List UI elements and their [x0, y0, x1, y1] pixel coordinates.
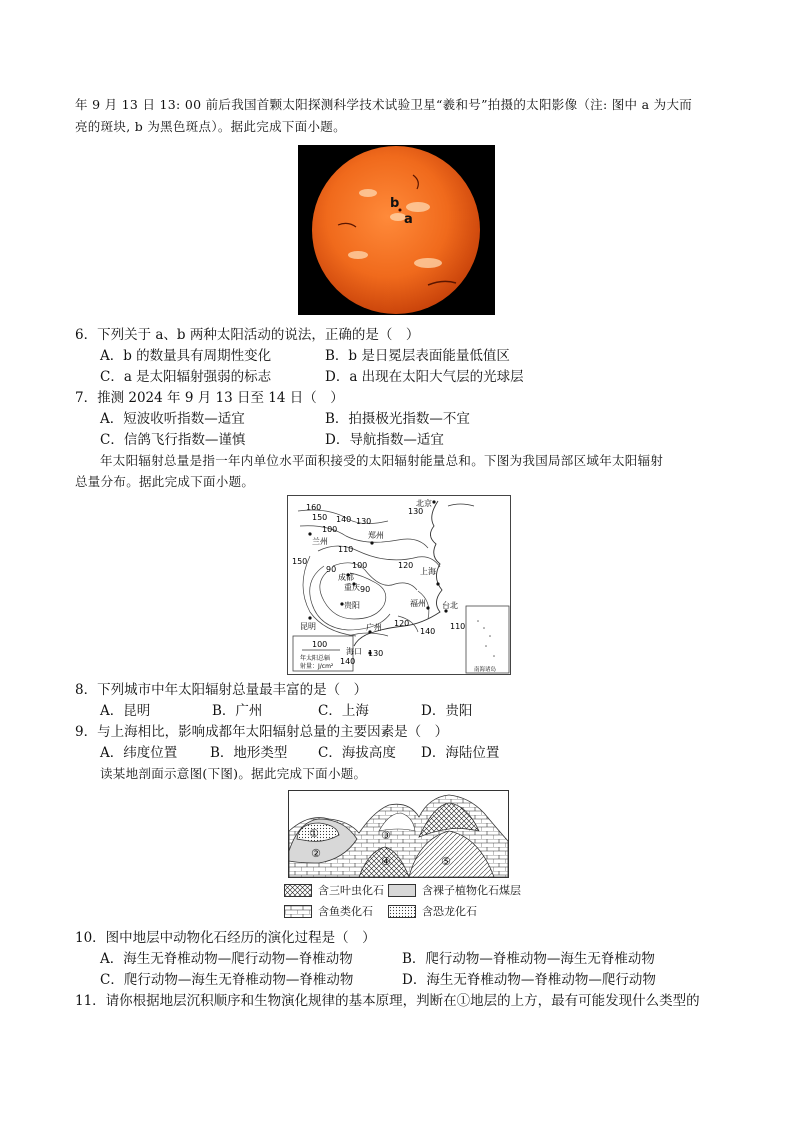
legend-label: 含鱼类化石 [318, 905, 373, 918]
q10-option-d[interactable]: D．海生无脊椎动物—脊椎动物—爬行动物 [402, 972, 656, 988]
city-chongqing: 重庆 [344, 583, 360, 592]
intro-2-line-2: 总量分布。据此完成下面小题。 [75, 474, 255, 489]
isoline-label: 90 [360, 585, 371, 594]
isoline-label: 100 [352, 561, 368, 570]
q8-stem: 8．下列城市中年太阳辐射总量最丰富的是（ ） [75, 682, 368, 698]
sun-label-b: b [390, 196, 400, 211]
isoline-label: 160 [306, 503, 322, 512]
sun-image [298, 145, 495, 315]
isoline-label: 140 [336, 515, 352, 524]
map-legend-line-2: 射量：J/cm² [300, 663, 334, 670]
legend-label: 含恐龙化石 [422, 905, 477, 918]
city-haikou: 海口 [346, 647, 362, 656]
q10-option-a[interactable]: A．海生无脊椎动物—爬行动物—脊椎动物 [100, 951, 353, 967]
legend-label: 含三叶虫化石 [318, 884, 384, 897]
isoline-label: 90 [326, 565, 337, 574]
q6-option-d[interactable]: D．a 出现在太阳大气层的光球层 [325, 369, 524, 385]
isoline-label: 150 [292, 557, 308, 566]
q6-option-a[interactable]: A．b 的数量具有周期性变化 [100, 348, 272, 364]
isoline-label: 110 [450, 622, 466, 631]
legend-label: 含裸子植物化石煤层 [422, 884, 521, 897]
q8-option-b[interactable]: B．广州 [212, 703, 263, 719]
stratum-label-2: ② [311, 847, 321, 860]
intro-3-line-1: 读某地剖面示意图(下图)。据此完成下面小题。 [100, 766, 367, 781]
isoline-label: 130 [408, 507, 424, 516]
q6-option-c[interactable]: C．a 是太阳辐射强弱的标志 [100, 369, 272, 385]
q7-option-a[interactable]: A．短波收听指数—适宜 [100, 411, 245, 427]
intro-2-line-1: 年太阳辐射总量是指一年内单位水平面积接受的太阳辐射能量总和。下图为我国局部区域年太阳辐射 [100, 453, 664, 468]
city-taipei: 台北 [442, 601, 458, 610]
q8-option-a[interactable]: A．昆明 [100, 703, 151, 719]
isoline-label: 130 [356, 517, 372, 526]
intro-1-line-1: 年 9 月 13 日 13: 00 前后我国首颗太阳探测科学技术试验卫星“羲和号”拍摄的太阳影像（注: 图中 a 为大而 [75, 97, 693, 112]
q7-option-d[interactable]: D．导航指数—适宜 [325, 432, 444, 448]
city-kunming: 昆明 [300, 622, 316, 631]
q9-option-c[interactable]: C．海拔高度 [318, 745, 396, 761]
city-fuzhou: 福州 [410, 599, 426, 608]
q6-stem: 6．下列关于 a、b 两种太阳活动的说法，正确的是（ ） [75, 327, 420, 343]
q7-option-b[interactable]: B．拍摄极光指数—不宜 [325, 411, 470, 427]
city-zhengzhou: 郑州 [368, 531, 384, 540]
legend-trilobite [284, 882, 384, 898]
q9-option-b[interactable]: B．地形类型 [210, 745, 288, 761]
intro-1-line-2: 亮的斑块, b 为黑色斑点）。据此完成下面小题。 [75, 119, 346, 134]
q7-stem: 7．推测 2024 年 9 月 13 日至 14 日（ ） [75, 390, 344, 406]
legend-dinosaur [388, 903, 477, 919]
map-legend-value: 100 [312, 640, 328, 649]
city-beijing: 北京 [416, 499, 432, 508]
city-lanzhou: 兰州 [312, 537, 328, 546]
city-guiyang: 贵阳 [344, 601, 360, 610]
stratum-label-4: ④ [381, 855, 391, 868]
stratum-label-1: ① [309, 827, 319, 840]
q8-option-d[interactable]: D．贵阳 [421, 703, 473, 719]
strata-cross-section [288, 790, 509, 878]
stratum-label-5: ⑤ [441, 855, 451, 868]
q8-option-c[interactable]: C．上海 [318, 703, 369, 719]
q11-stem: 11．请你根据地层沉积顺序和生物演化规律的基本原理，判断在①地层的上方，最有可能发现什么类型的 [75, 993, 700, 1009]
sun-label-a: a [404, 212, 413, 227]
isoline-label: 120 [394, 619, 410, 628]
q9-option-d[interactable]: D．海陆位置 [421, 745, 500, 761]
map-legend-line-1: 年太阳总辐 [300, 655, 331, 662]
q10-option-b[interactable]: B．爬行动物—脊椎动物—海生无脊椎动物 [402, 951, 655, 967]
isoline-label: 150 [312, 513, 328, 522]
q9-option-a[interactable]: A．纬度位置 [100, 745, 178, 761]
map-inset-label: 南海诸岛 [474, 667, 497, 673]
city-shanghai: 上海 [420, 567, 436, 576]
q9-stem: 9．与上海相比，影响成都年太阳辐射总量的主要因素是（ ） [75, 724, 449, 740]
isoline-label: 130 [368, 649, 384, 658]
radiation-map [287, 495, 511, 675]
q10-option-c[interactable]: C．爬行动物—海生无脊椎动物—脊椎动物 [100, 972, 354, 988]
city-guangzhou: 广州 [366, 623, 382, 632]
q10-stem: 10．图中地层中动物化石经历的演化过程是（ ） [75, 930, 376, 946]
isoline-label: 140 [340, 657, 356, 666]
q7-option-c[interactable]: C．信鸽飞行指数—谨慎 [100, 432, 246, 448]
legend-fish [284, 903, 373, 919]
isoline-label: 140 [420, 627, 436, 636]
city-chengdu: 成都 [338, 573, 354, 582]
isoline-label: 100 [322, 525, 338, 534]
isoline-label: 110 [338, 545, 354, 554]
legend-gymnosperm-coal [388, 882, 521, 898]
stratum-label-3: ③ [381, 829, 391, 842]
q6-option-b[interactable]: B．b 是日冕层表面能量低值区 [325, 348, 510, 364]
isoline-label: 120 [398, 561, 414, 570]
